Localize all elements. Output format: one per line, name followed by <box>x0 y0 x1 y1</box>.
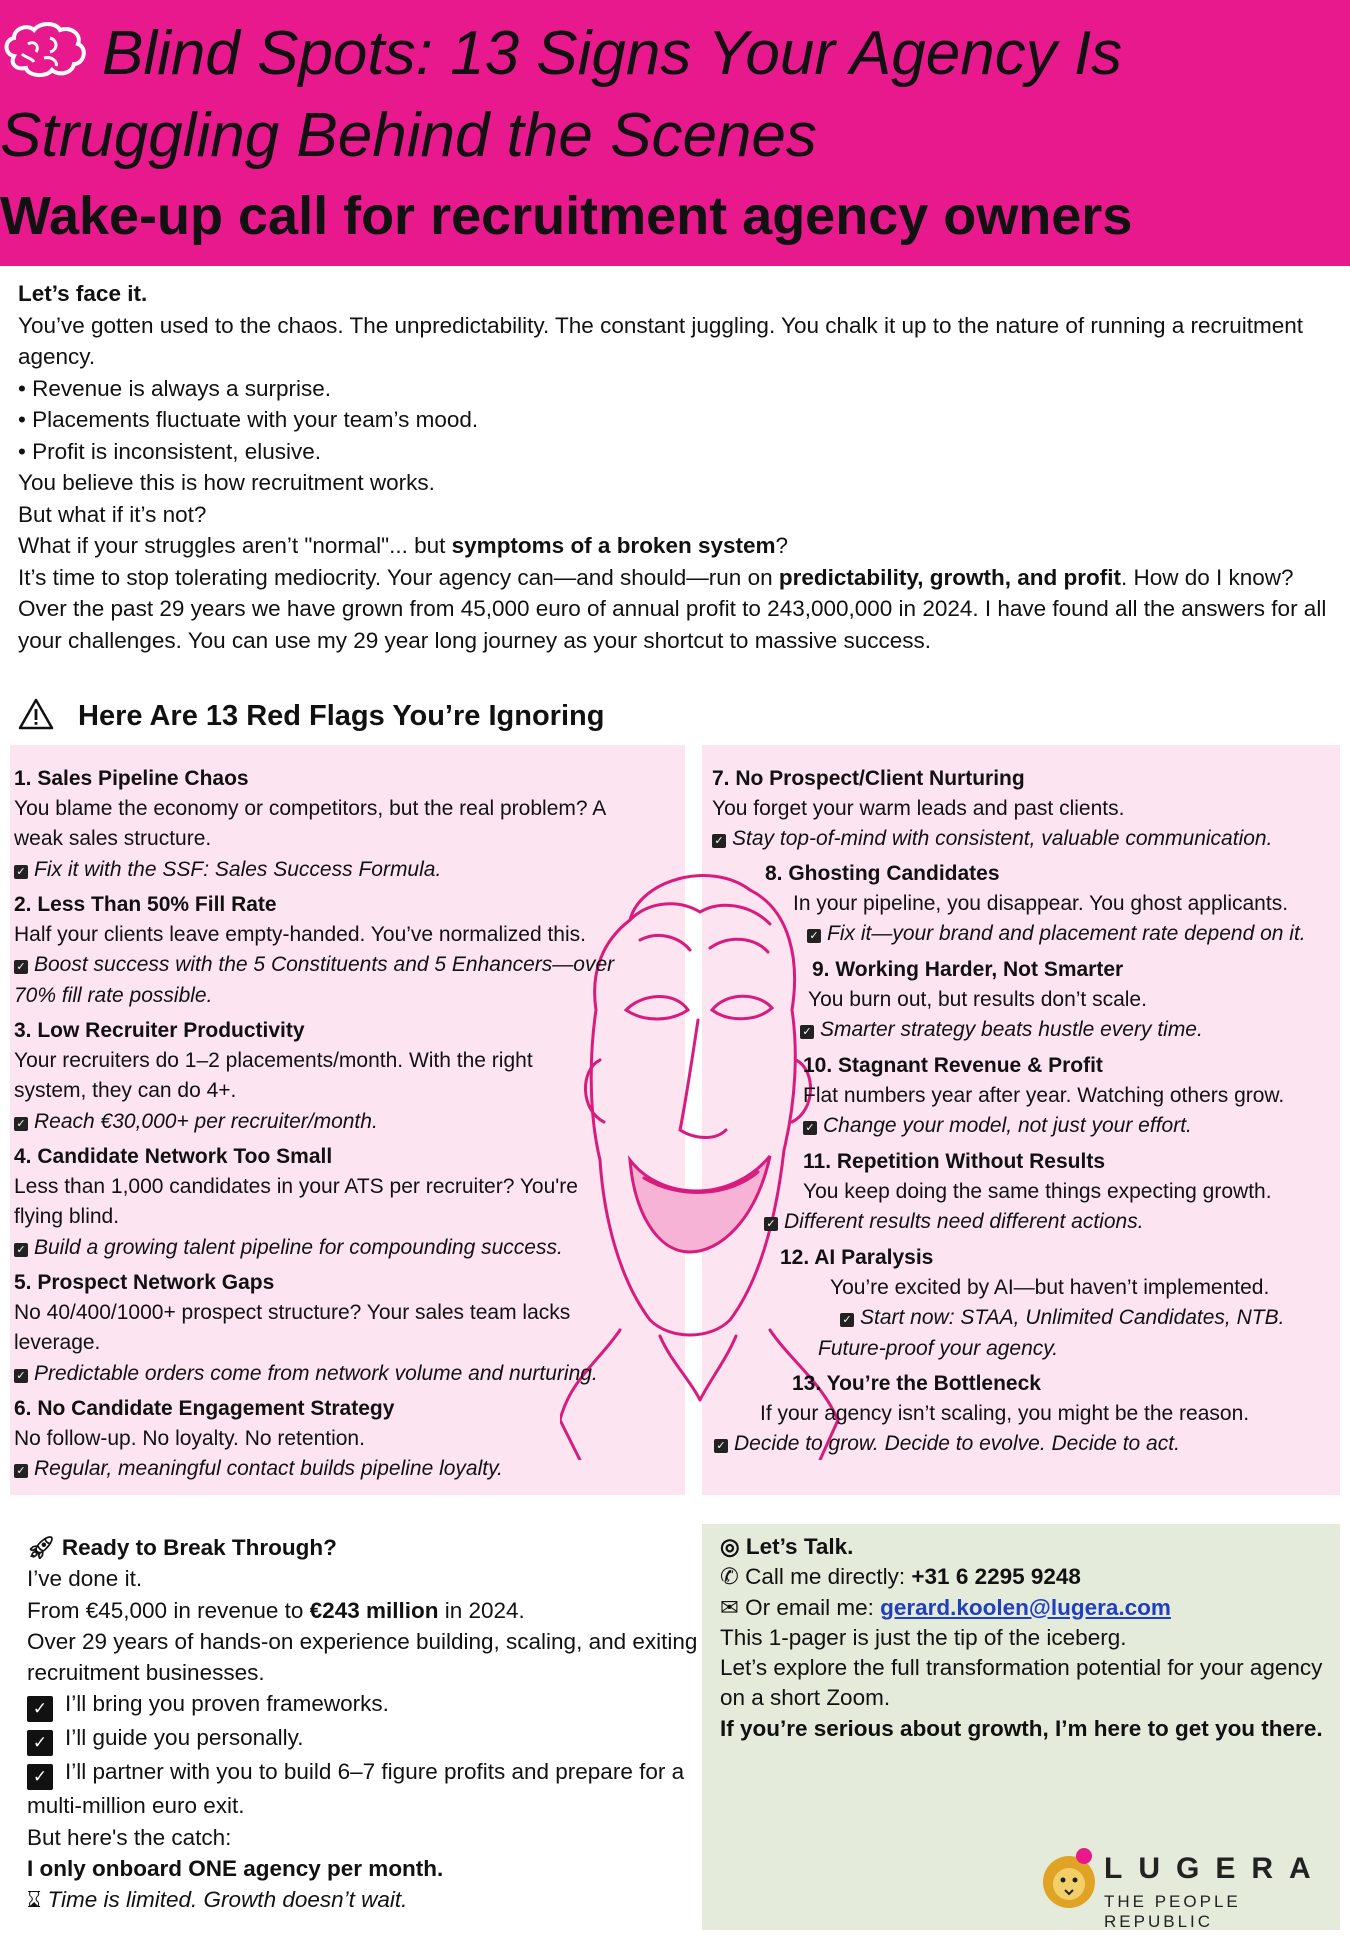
flag-item <box>14 890 624 1011</box>
contact-section <box>720 1532 1330 1744</box>
checkbox-icon: ✓ <box>840 1313 854 1327</box>
flag-title: 6. No Candidate Engagement Strategy <box>14 1397 395 1420</box>
intro-text: ? <box>775 533 789 558</box>
intro-paragraph <box>18 530 1328 562</box>
page-subtitle: Wake-up call for recruitment agency owners <box>0 186 1133 246</box>
intro-text: What if your struggles aren’t "normal"... but <box>18 533 452 558</box>
red-flags-heading <box>18 696 918 736</box>
intro-paragraph: But what if it’s not? <box>18 501 207 527</box>
page-title-line-1 <box>0 14 1350 94</box>
hourglass-icon: ⌛︎ <box>27 1887 48 1913</box>
flag-body: Half your clients leave empty-handed. You’ve normalized this. <box>14 923 586 947</box>
cta-line <box>27 1884 707 1915</box>
flag-item <box>14 1268 598 1389</box>
flag-item <box>14 1016 594 1137</box>
flag-body: Less than 1,000 candidates in your ATS per recruiter? You're flying blind. <box>14 1175 578 1229</box>
flag-item <box>14 1142 614 1263</box>
checkbox-icon: ✓ <box>764 1217 778 1231</box>
flag-title: 13. You’re the Bottleneck <box>792 1372 1041 1395</box>
flag-title: 7. No Prospect/Client Nurturing <box>712 767 1025 790</box>
contact-email-line <box>720 1593 1330 1623</box>
flag-fix-continued: Future-proof your agency. <box>818 1336 1059 1360</box>
flag-title: 1. Sales Pipeline Chaos <box>14 767 249 790</box>
checkbox-icon: ✓ <box>14 1117 28 1131</box>
title-line-1-text: Blind Spots: 13 Signs Your Agency Is <box>102 19 1123 88</box>
cta-text: From €45,000 in revenue to <box>27 1597 310 1623</box>
flag-fix-text: Build a growing talent pipeline for compounding success. <box>34 1235 563 1259</box>
flag-item <box>14 1394 654 1485</box>
flag-fix-text: Start now: STAA, Unlimited Candidates, NTB. <box>860 1306 1285 1330</box>
page-title-line-2: Struggling Behind the Scenes <box>0 101 817 170</box>
flag-fix <box>14 1454 654 1484</box>
flag-fix <box>14 950 624 1010</box>
flag-body: You’re excited by AI—but haven’t implemented. <box>830 1276 1270 1300</box>
flag-title: 2. Less Than 50% Fill Rate <box>14 893 277 916</box>
cta-check-text: I’ll guide you personally. <box>65 1725 304 1751</box>
flag-fix <box>14 1233 614 1263</box>
intro-text: It’s time to stop tolerating mediocrity. Your agency can—and should—run on <box>18 564 779 590</box>
cta-emphasis: €243 million <box>309 1597 439 1623</box>
logo-wordmark: LUGERA <box>1104 1852 1327 1885</box>
checkbox-icon: ✓ <box>807 929 821 943</box>
cta-check-item <box>27 1688 707 1722</box>
flag-fix-text: Stay top-of-mind with consistent, valuable communication. <box>732 827 1273 851</box>
brain-icon <box>0 20 90 80</box>
mail-icon: ✉ <box>720 1594 746 1620</box>
flag-fix <box>800 1015 1320 1045</box>
checkbox-icon: ✓ <box>800 1025 814 1039</box>
phone-icon: ✆ <box>720 1564 746 1590</box>
intro-text: . How do I know? Over the past 29 years we have grown from 45,000 euro of annual profit to 243,000,000 in 2024. I have found all the answers for all your challenges. You can use my 29 year long journey as your shortcut to massive success. <box>18 564 1327 653</box>
flag-fix-text: Change your model, not just your effort. <box>823 1114 1192 1138</box>
checkbox-icon: ✓ <box>14 1243 28 1257</box>
flag-item <box>14 764 654 885</box>
flag-fix <box>14 1107 594 1137</box>
flag-fix-text: Regular, meaningful contact builds pipeline loyalty. <box>34 1457 503 1481</box>
intro-section <box>18 278 1328 656</box>
contact-email-label: Or email me: <box>745 1594 881 1620</box>
flag-fix-text: Boost success with the 5 Constituents and 5 Enhancers—over 70% fill rate possible. <box>14 953 615 1007</box>
flag-fix-text: Smarter strategy beats hustle every time. <box>820 1018 1203 1042</box>
flag-fix-text: Decide to grow. Decide to evolve. Decide to act. <box>734 1432 1180 1456</box>
cta-check-item <box>27 1756 707 1821</box>
flag-title: 3. Low Recruiter Productivity <box>14 1019 305 1042</box>
cta-deadline-text: Time is limited. Growth doesn’t wait. <box>47 1887 408 1913</box>
flag-title: 11. Repetition Without Results <box>803 1150 1105 1173</box>
cta-heading-text: Ready to Break Through? <box>61 1535 337 1560</box>
intro-bullet: • Profit is inconsistent, elusive. <box>18 438 322 464</box>
flag-title: 12. AI Paralysis <box>780 1246 934 1269</box>
flag-fix <box>780 1303 1330 1333</box>
flag-item <box>765 859 1335 950</box>
contact-line: Let’s explore the full transformation potential for your agency on a short Zoom. <box>720 1655 1323 1711</box>
checkbox-icon: ✓ <box>27 1730 53 1756</box>
intro-paragraph: You believe this is how recruitment works. <box>18 470 435 495</box>
flag-title: 8. Ghosting Candidates <box>765 862 1000 885</box>
cta-line: Over 29 years of hands-on experience building, scaling, and exiting recruitment businesses. <box>27 1628 698 1686</box>
flag-item <box>780 1243 1330 1364</box>
phone-number[interactable]: +31 6 2295 9248 <box>911 1564 1081 1590</box>
flag-body: You forget your warm leads and past clients. <box>712 797 1125 821</box>
flag-fix <box>712 824 1332 854</box>
flag-title: 9. Working Harder, Not Smarter <box>812 958 1124 981</box>
checkbox-icon: ✓ <box>27 1696 53 1722</box>
flag-body: Flat numbers year after year. Watching others grow. <box>803 1084 1285 1108</box>
flag-item <box>714 1369 1334 1460</box>
flag-fix-text: Predictable orders come from network volume and nurturing. <box>34 1361 598 1385</box>
contact-line: This 1-pager is just the tip of the iceberg. <box>720 1624 1127 1650</box>
intro-bullet: • Revenue is always a surprise. <box>18 375 332 401</box>
cta-check-item <box>27 1722 707 1756</box>
target-icon: ◎ <box>720 1534 746 1559</box>
flag-body: You blame the economy or competitors, but the real problem? A weak sales structure. <box>14 797 606 851</box>
flag-body: You burn out, but results don’t scale. <box>808 988 1147 1012</box>
lion-logo-icon <box>1040 1846 1098 1914</box>
warning-icon <box>18 698 54 730</box>
flag-fix <box>714 1429 1334 1459</box>
flag-body: No 40/400/1000+ prospect structure? Your sales team lacks leverage. <box>14 1301 571 1355</box>
intro-bullet: • Placements fluctuate with your team’s mood. <box>18 407 479 432</box>
flag-body: If your agency isn’t scaling, you might be the reason. <box>760 1402 1250 1426</box>
flag-item <box>764 1147 1324 1238</box>
cta-text: in 2024. <box>438 1597 525 1623</box>
flag-item <box>712 764 1332 855</box>
intro-emphasis: predictability, growth, and profit <box>778 564 1121 590</box>
flag-fix-text: Reach €30,000+ per recruiter/month. <box>34 1109 378 1133</box>
red-flags-heading-text: Here Are 13 Red Flags You’re Ignoring <box>78 700 605 732</box>
intro-lead: Let’s face it. <box>18 281 148 306</box>
checkbox-icon: ✓ <box>14 1464 28 1478</box>
checkbox-icon: ✓ <box>712 834 726 848</box>
flag-fix <box>14 855 654 885</box>
checkbox-icon: ✓ <box>27 1764 53 1790</box>
cta-check-text: I’ll bring you proven frameworks. <box>65 1691 389 1717</box>
cta-line: But here's the catch: <box>27 1824 232 1850</box>
flag-title: 10. Stagnant Revenue & Profit <box>803 1054 1103 1077</box>
flag-item <box>800 955 1320 1046</box>
contact-phone-line <box>720 1562 1330 1592</box>
contact-heading <box>720 1532 1330 1562</box>
flag-fix <box>803 1111 1323 1141</box>
contact-heading-text: Let’s Talk. <box>745 1534 854 1559</box>
checkbox-icon: ✓ <box>14 960 28 974</box>
checkbox-icon: ✓ <box>714 1439 728 1453</box>
flag-item <box>803 1051 1323 1142</box>
logo-tagline: THE PEOPLE REPUBLIC <box>1104 1892 1241 1931</box>
flag-body: Your recruiters do 1–2 placements/month. With the right system, they can do 4+. <box>14 1049 533 1103</box>
cta-line: I’ve done it. <box>27 1566 143 1592</box>
contact-line: If you’re serious about growth, I’m here to get you there. <box>720 1715 1323 1741</box>
email-link[interactable]: gerard.koolen@lugera.com <box>880 1594 1171 1620</box>
cta-line: I only onboard ONE agency per month. <box>27 1856 444 1882</box>
flag-title: 5. Prospect Network Gaps <box>14 1271 275 1294</box>
flag-body: No follow-up. No loyalty. No retention. <box>14 1427 365 1451</box>
checkbox-icon: ✓ <box>803 1121 817 1135</box>
cta-heading <box>27 1532 707 1563</box>
flag-body: In your pipeline, you disappear. You ghost applicants. <box>793 892 1289 916</box>
intro-paragraph: You’ve gotten used to the chaos. The unpredictability. The constant juggling. You chalk it up to the nature of running a recruitment agency. <box>18 312 1304 369</box>
intro-paragraph <box>18 562 1328 657</box>
intro-emphasis: symptoms of a broken system <box>451 533 776 558</box>
flag-title: 4. Candidate Network Too Small <box>14 1145 333 1168</box>
rocket-icon: 🚀︎ <box>27 1535 62 1560</box>
cta-check-text: I’ll partner with you to build 6–7 figure profits and prepare for a multi-million euro exit. <box>27 1759 685 1819</box>
contact-phone-label: Call me directly: <box>745 1564 912 1590</box>
checkbox-icon: ✓ <box>14 865 28 879</box>
flag-fix <box>764 1207 1324 1237</box>
flag-fix-text: Fix it with the SSF: Sales Success Formula. <box>34 857 442 881</box>
flag-body: You keep doing the same things expecting growth. <box>803 1180 1272 1204</box>
flag-fix-text: Fix it—your brand and placement rate depend on it. <box>827 922 1306 946</box>
flag-fix-text: Different results need different actions. <box>784 1210 1144 1234</box>
flag-fix <box>765 919 1335 949</box>
flag-fix <box>14 1359 654 1389</box>
cta-section <box>27 1532 707 1916</box>
cta-line <box>27 1595 707 1626</box>
checkbox-icon: ✓ <box>14 1369 28 1383</box>
